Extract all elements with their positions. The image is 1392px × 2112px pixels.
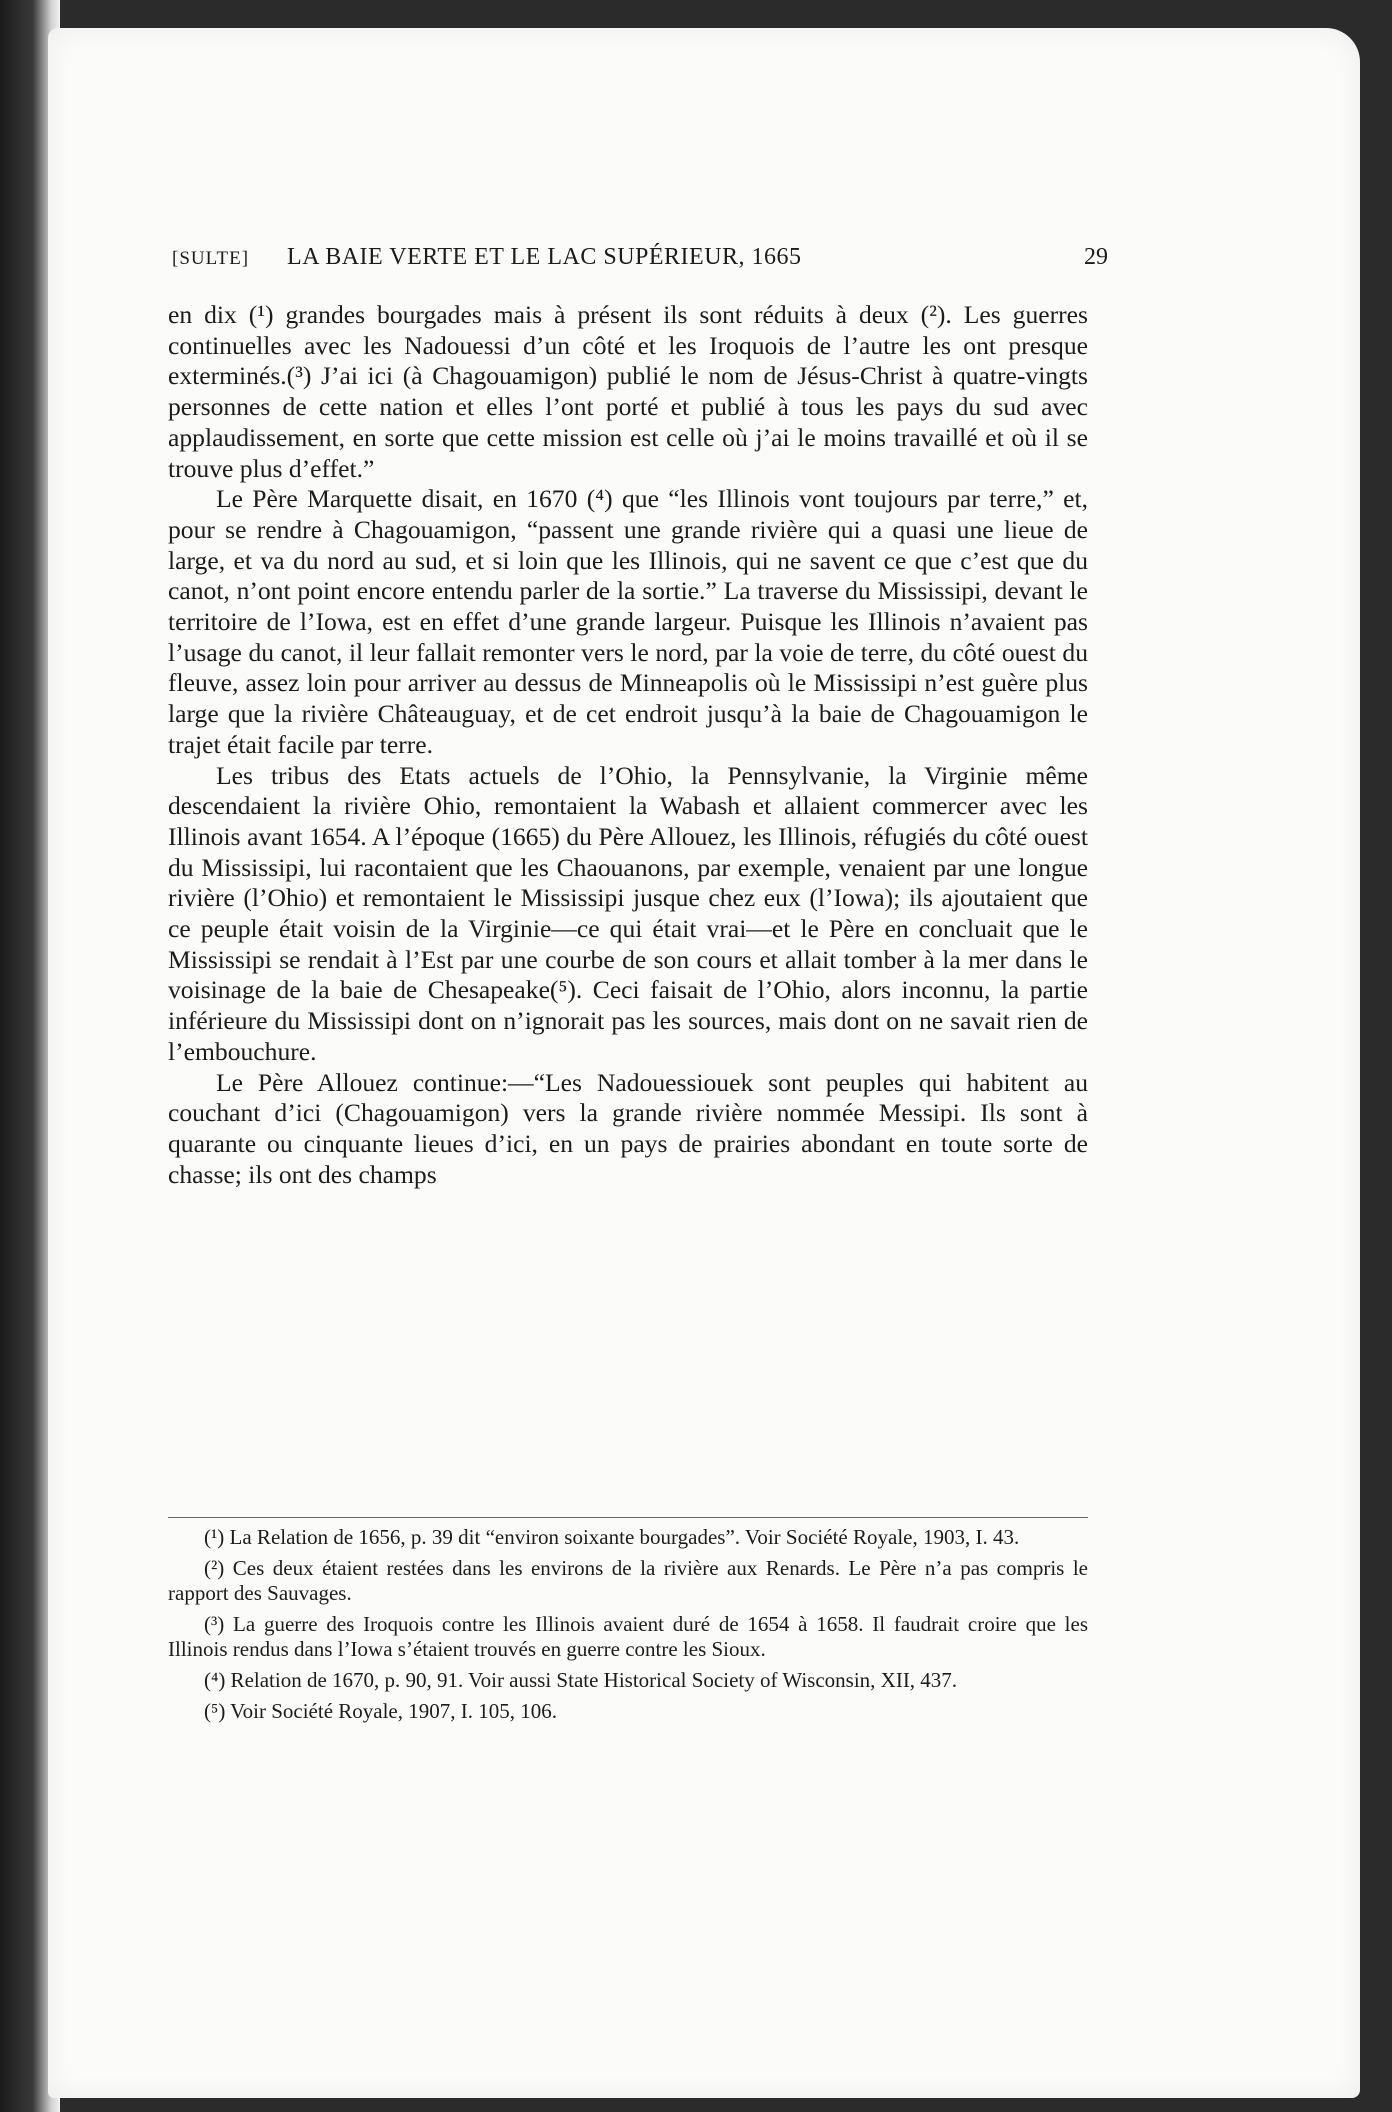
footnote-3: (³) La guerre des Iroquois contre les Illinois avaient duré de 1654 à 1658. Il faudrait croire que les Illinois rendus dans l’Iowa s’étaient trouvés en guerre contre les Sioux. — [168, 1612, 1088, 1661]
paragraph-4: Le Père Allouez continue:—“Les Nadouessiouek sont peuples qui habitent au couchant d’ici (Chagouamigon) vers la grande rivière nommée Messipi. Ils sont à quarante ou cinquante lieues d’ici, en un pays de prairies abondant en toute sorte de chasse; ils ont des champs — [168, 1067, 1088, 1189]
footnote-1: (¹) La Relation de 1656, p. 39 dit “environ soixante bourgades”. Voir Société Royale, 1903, I. 43. — [204, 1525, 1020, 1549]
footnote-2: (²) Ces deux étaient restées dans les environs de la rivière aux Renards. Le Père n’a pas compris le rapport des Sauvages. — [168, 1556, 1088, 1605]
footnote-4: (⁴) Relation de 1670, p. 90, 91. Voir aussi State Historical Society of Wisconsin, XII, 437. — [204, 1668, 958, 1692]
running-header — [172, 230, 1108, 274]
paragraph-2: Le Père Marquette disait, en 1670 (⁴) que “les Illinois vont toujours par terre,” et, pour se rendre à Chagouamigon, “passent une grande rivière qui a quasi une lieue de large, et va du nord au sud, et si loin que les Illinois, qui ne savent ce que c’est que du canot, n’ont point encore entendu parler de la sortie.” La traverse du Mississipi, devant le territoire de l’Iowa, est en effet d’une grande largeur. Puisque les Illinois n’avaient pas l’usage du canot, il leur fallait remonter vers le nord, par la voie de terre, du côté ouest du fleuve, assez loin pour arriver au dessus de Minneapolis où le Mississipi n’est guère plus large que la rivière Châteauguay, et de cet endroit jusqu’à la baie de Chagouamigon le trajet était facile par terre. — [168, 484, 1088, 759]
header-title: LA BAIE VERTE ET LE LAC SUPÉRIEUR, 1665 — [287, 244, 802, 270]
paragraph-1: en dix (¹) grandes bourgades mais à présent ils sont réduits à deux (²). Les guerres continuelles avec les Nadouessi d’un côté et les Iroquois de l’autre les ont presque exterminés.(³) J’ai ici (à Chagouamigon) publié le nom de Jésus-Christ à quatre-vingts personnes de cette nation et elles l’ont porté et publié à tous les pays du sud avec applaudissement, en sorte que cette mission est celle où j’ai le moins travaillé et où il se trouve plus d’effet.” — [168, 300, 1088, 483]
footnote-5: (⁵) Voir Société Royale, 1907, I. 105, 106. — [204, 1699, 558, 1723]
page-number: 29 — [1084, 244, 1108, 270]
header-author-tag: [SULTE] — [172, 248, 250, 269]
paragraph-3: Les tribus des Etats actuels de l’Ohio, la Pennsylvanie, la Virginie même descendaient la rivière Ohio, remontaient la Wabash et allaient commercer avec les Illinois avant 1654. A l’époque (1665) du Père Allouez, les Illinois, réfugiés du côté ouest du Mississipi, lui racontaient que les Chaouanons, par exemple, venaient par une longue rivière (l’Ohio) et remontaient le Mississipi jusque chez eux (l’Iowa); ils ajoutaient que ce peuple était voisin de la Virginie—ce qui était vrai—et le Père en concluait que le Mississipi se rendait à l’Est par une courbe de son cours et allait tomber à la mer dans le voisinage de la baie de Chesapeake(⁵). Ceci faisait de l’Ohio, alors inconnu, la partie inférieure du Mississipi dont on n’ignorait pas les sources, mais dont on ne savait rien de l’embouchure. — [168, 760, 1088, 1066]
body-text — [168, 300, 1088, 1190]
footnotes — [168, 1525, 1088, 1724]
footnote-divider — [168, 1517, 1088, 1518]
